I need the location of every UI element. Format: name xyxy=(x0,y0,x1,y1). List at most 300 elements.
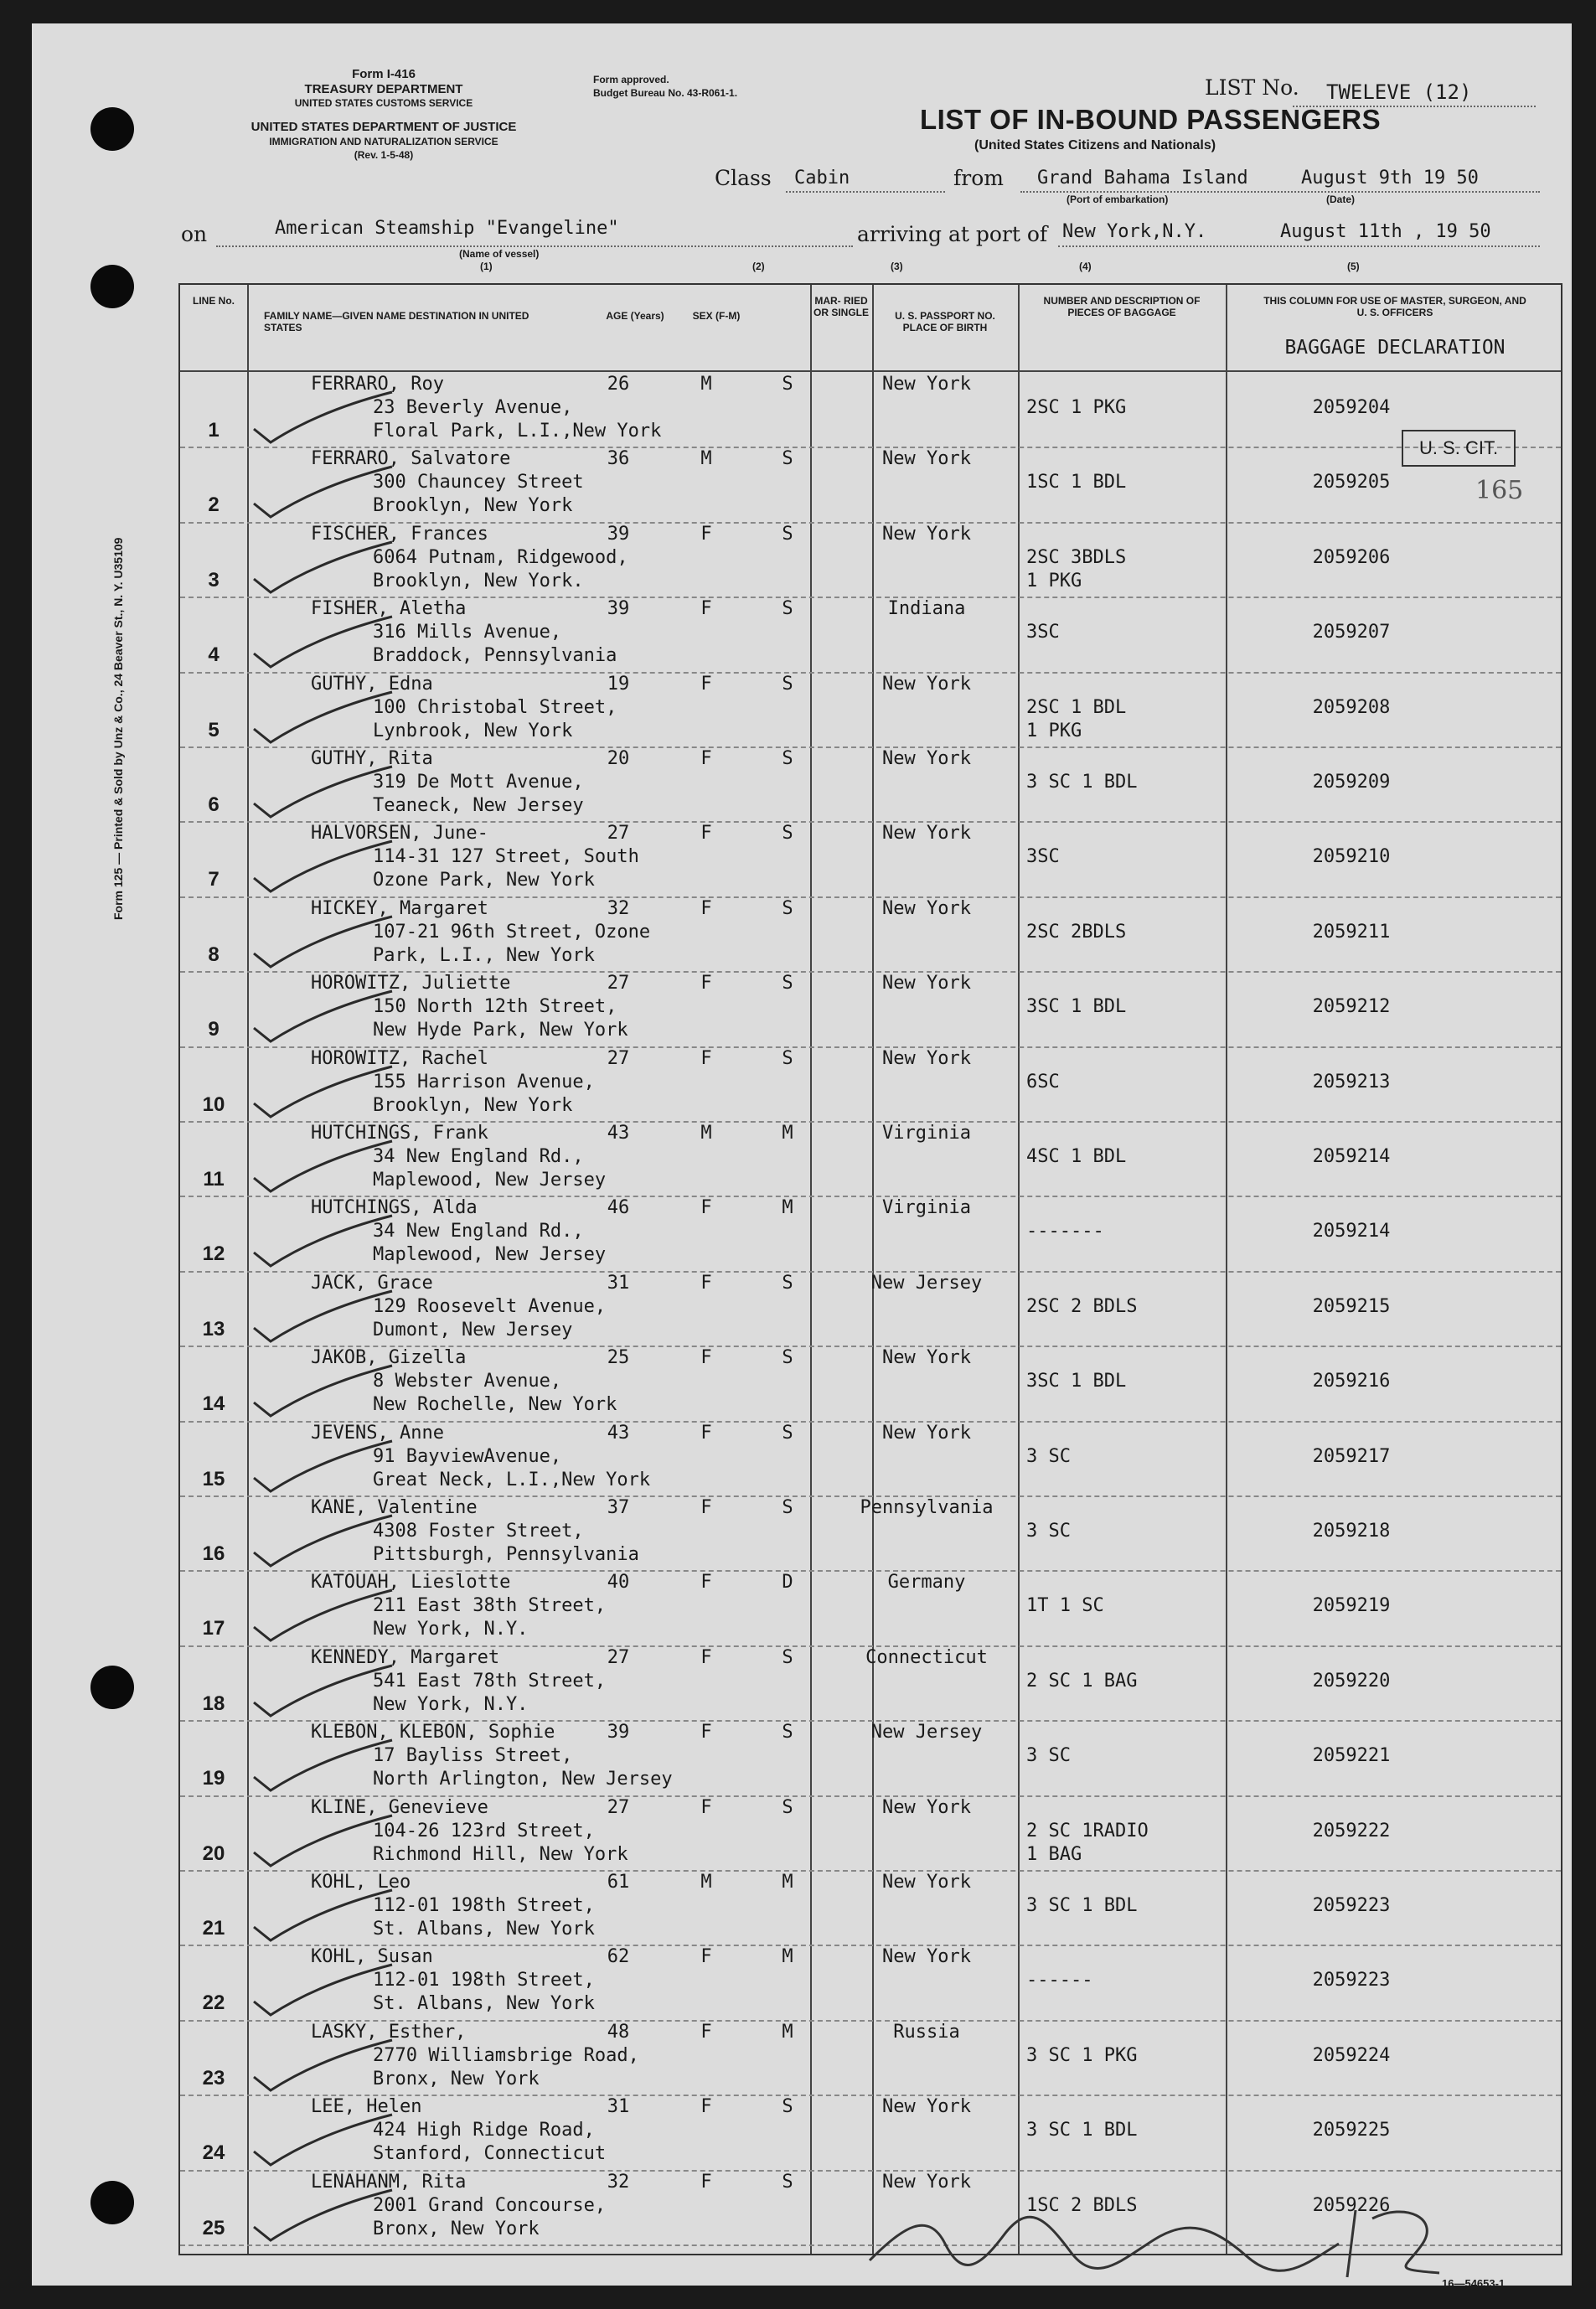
address-line-1: 316 Mills Avenue, xyxy=(373,622,562,643)
address-line-2: St. Albans, New York xyxy=(373,1919,595,1940)
line-number: 3 xyxy=(208,568,220,591)
baggage-description-extra: 1 PKG xyxy=(1026,570,1082,591)
baggage-description: 3 SC xyxy=(1026,1521,1071,1542)
age: 39 xyxy=(607,1722,630,1743)
line-number: 9 xyxy=(208,1018,220,1041)
baggage-description-extra: 1 BAG xyxy=(1026,1843,1082,1865)
declaration-number: 2059214 xyxy=(1312,1221,1391,1242)
age: 31 xyxy=(607,2096,630,2118)
declaration-number: 2059221 xyxy=(1312,1745,1391,1767)
passenger-name: KENNEDY, Margaret xyxy=(311,1646,500,1668)
check-mark-icon xyxy=(245,1436,396,1495)
marital-status: S xyxy=(782,1047,793,1069)
declaration-number: 2059224 xyxy=(1312,2044,1391,2066)
declaration-number: 2059218 xyxy=(1312,1521,1391,1542)
address-line-2: Ozone Park, New York xyxy=(373,870,595,891)
baggage-description: 3 SC xyxy=(1026,1445,1071,1467)
line-number: 5 xyxy=(208,718,220,741)
vessel-caption: (Name of vessel) xyxy=(459,248,540,260)
place-of-birth: New York xyxy=(882,1946,971,1968)
sex: F xyxy=(700,1047,712,1069)
place-of-birth: New York xyxy=(882,2096,971,2118)
line-number: 12 xyxy=(202,1242,225,1266)
address-line-2: Brooklyn, New York. xyxy=(373,570,584,591)
declaration-number: 2059222 xyxy=(1312,1820,1391,1842)
place-of-birth: New York xyxy=(882,748,971,769)
page-subtitle: (United States Citizens and Nationals) xyxy=(974,138,1216,152)
marital-status: S xyxy=(782,1646,793,1668)
age: 39 xyxy=(607,598,630,620)
table-row xyxy=(180,1495,1561,1572)
arriving-label: arriving at port of xyxy=(857,222,1048,246)
line-number: 21 xyxy=(202,1917,225,1940)
declaration-number: 2059219 xyxy=(1312,1595,1391,1617)
table-row xyxy=(180,597,1561,673)
address-line-1: 4308 Foster Street, xyxy=(373,1521,584,1542)
age: 32 xyxy=(607,897,630,919)
officer-signature xyxy=(853,2193,1490,2286)
passenger-name: KLEBON, KLEBON, Sophie xyxy=(311,1722,555,1743)
declaration-number: 2059212 xyxy=(1312,996,1391,1018)
line-number: 25 xyxy=(202,2216,225,2239)
table-row xyxy=(180,971,1561,1047)
address-line-2: North Arlington, New Jersey xyxy=(373,1769,673,1790)
check-mark-icon xyxy=(245,687,396,746)
address-line-2: Lynbrook, New York xyxy=(373,720,573,741)
address-line-1: 155 Harrison Avenue, xyxy=(373,1071,595,1093)
table-row xyxy=(180,896,1561,973)
table-row xyxy=(180,1046,1561,1123)
check-mark-icon xyxy=(245,1211,396,1269)
sex: F xyxy=(700,2171,712,2193)
place-of-birth: Connecticut xyxy=(865,1646,988,1668)
passenger-name: GUTHY, Rita xyxy=(311,748,433,769)
sex: F xyxy=(700,598,712,620)
baggage-description: 2SC 1 PKG xyxy=(1026,397,1127,418)
address-line-2: St. Albans, New York xyxy=(373,1993,595,2015)
address-line-2: Braddock, Pennsylvania xyxy=(373,645,617,667)
check-mark-icon xyxy=(245,1735,396,1794)
address-line-2: New Rochelle, New York xyxy=(373,1394,617,1416)
place-of-birth: New York xyxy=(882,973,971,994)
col-officers-header: THIS COLUMN FOR USE OF MASTER, SURGEON, AND U. S. OFFICERS xyxy=(1263,295,1526,318)
age: 27 xyxy=(607,1646,630,1668)
age: 37 xyxy=(607,1497,630,1518)
address-line-2: New Hyde Park, New York xyxy=(373,1020,628,1041)
age: 19 xyxy=(607,673,630,695)
line-number: 17 xyxy=(202,1617,225,1640)
baggage-description: 3 SC 1 BDL xyxy=(1026,1895,1138,1916)
address-line-1: 8 Webster Avenue, xyxy=(373,1371,562,1392)
sex: F xyxy=(700,1722,712,1743)
check-mark-icon xyxy=(245,2185,396,2244)
punch-hole xyxy=(90,107,134,151)
dept-justice-sub: IMMIGRATION AND NATURALIZATION SERVICE xyxy=(269,136,498,147)
table-row xyxy=(180,1271,1561,1347)
baggage-description: 2 SC 1 BAG xyxy=(1026,1670,1138,1692)
age: 43 xyxy=(607,1422,630,1444)
address-line-2: Dumont, New Jersey xyxy=(373,1319,573,1340)
check-mark-icon xyxy=(245,2035,396,2094)
address-line-1: 34 New England Rd., xyxy=(373,1146,584,1167)
marital-status: S xyxy=(782,823,793,845)
baggage-description: 3SC xyxy=(1026,846,1060,868)
passenger-name: LENAHANM, Rita xyxy=(311,2171,467,2193)
arrival-port: New York,N.Y. xyxy=(1062,221,1207,242)
declaration-number: 2059206 xyxy=(1312,546,1391,568)
budget-bureau: Budget Bureau No. 43-R061-1. xyxy=(593,87,738,99)
passenger-name: KATOUAH, Lieslotte xyxy=(311,1572,511,1594)
passenger-name: HICKEY, Margaret xyxy=(311,897,488,919)
address-line-2: Bronx, New York xyxy=(373,2218,540,2239)
marital-status: M xyxy=(782,1123,793,1144)
passenger-name: FISHER, Aletha xyxy=(311,598,467,620)
declaration-number: 2059205 xyxy=(1312,472,1391,493)
table-row xyxy=(180,1570,1561,1646)
col-age-header: AGE (Years) xyxy=(606,310,664,322)
declaration-number: 2059207 xyxy=(1312,622,1391,643)
place-of-birth: New York xyxy=(882,1796,971,1818)
marital-status: S xyxy=(782,1796,793,1818)
baggage-description: 3SC 1 BDL xyxy=(1026,1371,1127,1392)
line-number: 18 xyxy=(202,1692,225,1715)
sex: M xyxy=(700,448,712,470)
passenger-name: FISCHER, Frances xyxy=(311,523,488,545)
col-line-header: LINE No. xyxy=(193,295,235,307)
place-of-birth: New York xyxy=(882,1347,971,1369)
check-mark-icon xyxy=(245,1136,396,1195)
col-baggage-header: NUMBER AND DESCRIPTION OF PIECES OF BAGGAGE xyxy=(1043,295,1201,318)
address-line-2: Bronx, New York xyxy=(373,2068,540,2089)
check-mark-icon xyxy=(245,1286,396,1345)
place-of-birth: New York xyxy=(882,523,971,545)
baggage-description-extra: 1 PKG xyxy=(1026,720,1082,741)
address-line-2: Maplewood, New Jersey xyxy=(373,1170,607,1191)
address-line-1: 100 Christobal Street, xyxy=(373,696,617,718)
line-number: 8 xyxy=(208,943,220,966)
check-mark-icon xyxy=(245,537,396,596)
marital-status: S xyxy=(782,523,793,545)
marital-status: S xyxy=(782,448,793,470)
table-row xyxy=(180,1121,1561,1197)
line-number: 11 xyxy=(203,1168,225,1191)
class-value: Cabin xyxy=(794,168,850,189)
age: 26 xyxy=(607,374,630,395)
address-line-1: 319 De Mott Avenue, xyxy=(373,772,584,793)
address-line-1: 211 East 38th Street, xyxy=(373,1595,607,1617)
port-caption: (Port of embarkation) xyxy=(1067,194,1169,205)
sex: F xyxy=(700,897,712,919)
place-of-birth: New York xyxy=(882,1422,971,1444)
place-of-birth: Pennsylvania xyxy=(860,1497,994,1518)
marital-status: S xyxy=(782,2096,793,2118)
age: 48 xyxy=(607,2021,630,2043)
line-number: 6 xyxy=(208,793,220,816)
sex: F xyxy=(700,823,712,845)
from-label: from xyxy=(953,166,1004,190)
marital-status: S xyxy=(782,1722,793,1743)
address-line-2: Pittsburgh, Pennsylvania xyxy=(373,1544,639,1565)
sex: F xyxy=(700,973,712,994)
place-of-birth: New York xyxy=(882,374,971,395)
sex: F xyxy=(700,1646,712,1668)
passenger-name: KANE, Valentine xyxy=(311,1497,478,1518)
address-line-1: 23 Beverly Avenue, xyxy=(373,397,573,418)
declaration-number: 2059216 xyxy=(1312,1371,1391,1392)
manifest-page xyxy=(32,23,1572,2290)
declaration-number: 2059225 xyxy=(1312,2120,1391,2141)
col-num-2: (2) xyxy=(752,261,765,272)
marital-status: M xyxy=(782,1197,793,1219)
passenger-name: HALVORSEN, June- xyxy=(311,823,488,845)
address-line-1: 112-01 198th Street, xyxy=(373,1895,595,1916)
printer-imprint: Form 125 — Printed & Sold by Unz & Co., 24 Beaver St., N. Y. U35109 xyxy=(111,537,125,920)
baggage-description: 4SC 1 BDL xyxy=(1026,1146,1127,1167)
line-number: 19 xyxy=(202,1767,225,1790)
age: 27 xyxy=(607,823,630,845)
baggage-description: 3 SC 1 PKG xyxy=(1026,2044,1138,2066)
age: 36 xyxy=(607,448,630,470)
marital-status: S xyxy=(782,748,793,769)
baggage-description: 2SC 2BDLS xyxy=(1026,921,1127,943)
table-row xyxy=(180,2020,1561,2096)
baggage-description: 3 SC xyxy=(1026,1745,1071,1767)
marital-status: S xyxy=(782,1497,793,1518)
col-name-header: FAMILY NAME—GIVEN NAME DESTINATION IN UNITED STATES xyxy=(264,310,529,333)
check-mark-icon xyxy=(245,1885,396,1944)
table-row xyxy=(180,1421,1561,1497)
stamp-number: 165 xyxy=(1475,476,1524,505)
place-of-birth: Russia xyxy=(893,2021,960,2043)
table-row xyxy=(180,821,1561,897)
table-row xyxy=(180,746,1561,823)
age: 39 xyxy=(607,523,630,545)
class-label: Class xyxy=(715,166,772,190)
baggage-description: 3SC xyxy=(1026,622,1060,643)
check-mark-icon xyxy=(245,387,396,446)
col-num-4: (4) xyxy=(1079,261,1092,272)
age: 43 xyxy=(607,1123,630,1144)
check-mark-icon xyxy=(245,1811,396,1869)
line-number: 24 xyxy=(202,2141,225,2165)
check-mark-icon xyxy=(245,1960,396,2018)
declaration-number: 2059208 xyxy=(1312,696,1391,718)
place-of-birth: New York xyxy=(882,1047,971,1069)
place-of-birth: New York xyxy=(882,448,971,470)
address-line-2: Park, L.I., New York xyxy=(373,944,595,966)
passenger-name: JAKOB, Gizella xyxy=(311,1347,467,1369)
declaration-number: 2059226 xyxy=(1312,2194,1391,2216)
dept-justice: UNITED STATES DEPARTMENT OF JUSTICE xyxy=(251,120,517,134)
departure-date: August 9th 19 50 xyxy=(1301,168,1479,189)
table-row xyxy=(180,1870,1561,1946)
approval-line: Form approved. xyxy=(593,74,669,85)
address-line-2: Brooklyn, New York xyxy=(373,1094,573,1116)
age: 61 xyxy=(607,1872,630,1893)
col-num-3: (3) xyxy=(891,261,903,272)
baggage-description: 2SC 2 BDLS xyxy=(1026,1295,1138,1317)
on-label: on xyxy=(181,222,208,246)
age: 27 xyxy=(607,973,630,994)
check-mark-icon xyxy=(245,612,396,670)
table-row xyxy=(180,1795,1561,1872)
arrival-date: August 11th , 19 50 xyxy=(1280,221,1491,242)
list-no-label: LIST No. xyxy=(1205,75,1299,100)
table-row xyxy=(180,1645,1561,1722)
address-line-1: 91 BayviewAvenue, xyxy=(373,1445,562,1467)
place-of-birth: New Jersey xyxy=(870,1722,983,1743)
passenger-name: HOROWITZ, Rachel xyxy=(311,1047,488,1069)
place-of-birth: New York xyxy=(882,897,971,919)
check-mark-icon xyxy=(245,1661,396,1719)
passenger-name: KLINE, Genevieve xyxy=(311,1796,488,1818)
marital-status: S xyxy=(782,598,793,620)
table-row xyxy=(180,1346,1561,1422)
line-number: 4 xyxy=(208,643,220,667)
marital-status: M xyxy=(782,2021,793,2043)
check-mark-icon xyxy=(245,2110,396,2168)
line-number: 2 xyxy=(208,493,220,517)
address-line-2: Brooklyn, New York xyxy=(373,495,573,517)
col-married-header: MAR- RIED OR SINGLE xyxy=(813,295,870,318)
sex: F xyxy=(700,1347,712,1369)
baggage-description: 1SC 2 BDLS xyxy=(1026,2194,1138,2216)
address-line-1: 112-01 198th Street, xyxy=(373,1970,595,1991)
declaration-number: 2059210 xyxy=(1312,846,1391,868)
vessel-name: American Steamship "Evangeline" xyxy=(275,218,619,239)
passenger-name: KOHL, Leo xyxy=(311,1872,411,1893)
col-num-1: (1) xyxy=(480,261,493,272)
address-line-2: Richmond Hill, New York xyxy=(373,1843,628,1865)
sex: F xyxy=(700,523,712,545)
address-line-1: 129 Roosevelt Avenue, xyxy=(373,1295,607,1317)
age: 31 xyxy=(607,1272,630,1294)
line-number: 13 xyxy=(202,1317,225,1340)
address-line-1: 17 Bayliss Street, xyxy=(373,1745,573,1767)
check-mark-icon xyxy=(245,1511,396,1569)
declaration-number: 2059213 xyxy=(1312,1071,1391,1093)
address-line-2: Floral Park, L.I.,New York xyxy=(373,421,662,442)
declaration-number: 2059214 xyxy=(1312,1146,1391,1167)
place-of-birth: New York xyxy=(882,1872,971,1893)
address-line-2: Maplewood, New Jersey xyxy=(373,1244,607,1266)
dept-treasury: TREASURY DEPARTMENT xyxy=(304,82,463,96)
marital-status: M xyxy=(782,1872,793,1893)
marital-status: M xyxy=(782,1946,793,1968)
declaration-number: 2059204 xyxy=(1312,397,1391,418)
place-of-birth: Virginia xyxy=(882,1197,971,1219)
line-number: 20 xyxy=(202,1842,225,1865)
passenger-table xyxy=(178,283,1562,2255)
declaration-number: 2059211 xyxy=(1312,921,1391,943)
baggage-description: 2 SC 1RADIO xyxy=(1026,1820,1149,1842)
marital-status: S xyxy=(782,973,793,994)
form-number: 16—54653-1 xyxy=(1442,2277,1506,2290)
table-row xyxy=(180,672,1561,748)
age: 20 xyxy=(607,748,630,769)
line-number: 15 xyxy=(202,1467,225,1490)
marital-status: D xyxy=(782,1572,793,1594)
address-line-2: New York, N.Y. xyxy=(373,1619,529,1640)
passenger-name: KOHL, Susan xyxy=(311,1946,433,1968)
address-line-1: 6064 Putnam, Ridgewood, xyxy=(373,546,628,568)
line-number: 22 xyxy=(202,1991,225,2015)
check-mark-icon xyxy=(245,1585,396,1644)
marital-status: S xyxy=(782,2171,793,2193)
table-row xyxy=(180,522,1561,598)
check-mark-icon xyxy=(245,986,396,1045)
age: 27 xyxy=(607,1047,630,1069)
port-of-embarkation: Grand Bahama Island xyxy=(1037,168,1248,189)
marital-status: S xyxy=(782,897,793,919)
place-of-birth: New York xyxy=(882,823,971,845)
passenger-name: GUTHY, Edna xyxy=(311,673,433,695)
check-mark-icon xyxy=(245,462,396,520)
page-title: LIST OF IN-BOUND PASSENGERS xyxy=(920,104,1382,135)
col-sex-header: SEX (F-M) xyxy=(692,310,741,322)
table-row xyxy=(180,1720,1561,1796)
passenger-name: HUTCHINGS, Alda xyxy=(311,1197,478,1219)
place-of-birth: Virginia xyxy=(882,1123,971,1144)
address-line-1: 114-31 127 Street, South xyxy=(373,846,639,868)
sex: F xyxy=(700,2096,712,2118)
address-line-1: 34 New England Rd., xyxy=(373,1221,584,1242)
marital-status: S xyxy=(782,1272,793,1294)
line-number: 16 xyxy=(202,1542,225,1565)
baggage-description: ------- xyxy=(1026,1221,1104,1242)
line-number: 23 xyxy=(202,2066,225,2089)
address-line-1: 541 East 78th Street, xyxy=(373,1670,607,1692)
passenger-name: LEE, Helen xyxy=(311,2096,422,2118)
baggage-description: 2SC 1 BDL xyxy=(1026,696,1127,718)
sex: F xyxy=(700,1796,712,1818)
address-line-1: 424 High Ridge Road, xyxy=(373,2120,595,2141)
check-mark-icon xyxy=(245,836,396,895)
address-line-2: Teaneck, New Jersey xyxy=(373,795,584,816)
check-mark-icon xyxy=(245,762,396,820)
table-row xyxy=(180,2095,1561,2171)
sex: M xyxy=(700,374,712,395)
baggage-description: ------ xyxy=(1026,1970,1093,1991)
age: 46 xyxy=(607,1197,630,1219)
baggage-description: 1T 1 SC xyxy=(1026,1595,1104,1617)
declaration-number: 2059217 xyxy=(1312,1445,1391,1467)
table-row xyxy=(180,372,1561,448)
baggage-declaration-header: BAGGAGE DECLARATION xyxy=(1284,337,1506,359)
address-line-1: 2770 Williamsbrige Road, xyxy=(373,2044,639,2066)
col-passport-header: U. S. PASSPORT NO. PLACE OF BIRTH xyxy=(895,310,995,333)
table-row xyxy=(180,1196,1561,1272)
sex: M xyxy=(700,1872,712,1893)
declaration-number: 2059223 xyxy=(1312,1970,1391,1991)
declaration-number: 2059215 xyxy=(1312,1295,1391,1317)
line-number: 14 xyxy=(202,1392,225,1416)
line-number: 7 xyxy=(208,868,220,891)
table-row xyxy=(180,447,1561,523)
marital-status: S xyxy=(782,1422,793,1444)
address-line-2: Great Neck, L.I.,New York xyxy=(373,1469,651,1490)
baggage-description: 1SC 1 BDL xyxy=(1026,472,1127,493)
baggage-description: 6SC xyxy=(1026,1071,1060,1093)
passenger-name: LASKY, Esther, xyxy=(311,2021,467,2043)
place-of-birth: Indiana xyxy=(887,598,966,620)
address-line-1: 150 North 12th Street, xyxy=(373,996,617,1018)
passenger-name: JEVENS, Anne xyxy=(311,1422,444,1444)
age: 40 xyxy=(607,1572,630,1594)
baggage-description: 3 SC 1 BDL xyxy=(1026,2120,1138,2141)
address-line-1: 104-26 123rd Street, xyxy=(373,1820,595,1842)
age: 62 xyxy=(607,1946,630,1968)
